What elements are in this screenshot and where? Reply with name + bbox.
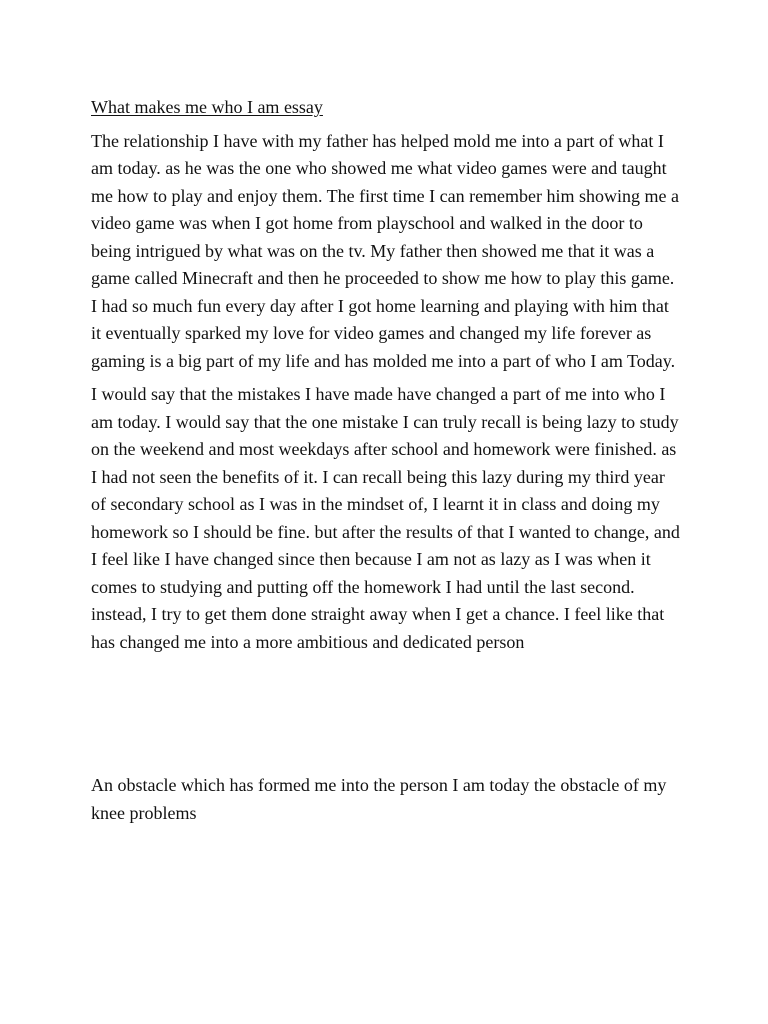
paragraph-obstacle: An obstacle which has formed me into the person I am today the obstacle of my knee problems xyxy=(91,775,667,823)
paragraph-mistakes: I would say that the mistakes I have made have changed a part of me into who I am today. I would say that the one mistake I can truly recall is being lazy to study on the weekend and most weekdays after school and homework were finished. as I had not seen the benefits of it. I can recall being this lazy during my third year of secondary school as I was in the mindset of, I learnt it in class and doing my homework so I should be fine. but after the results of that I wanted to change, and I feel like I have changed since then because I am not as lazy as I was when it comes to studying and putting off the homework I had until the last second. instead, I try to get them done straight away when I get a chance. I feel like that has changed me into a more ambitious and dedicated person xyxy=(91,384,680,652)
blank-space xyxy=(91,662,681,772)
document-body xyxy=(91,94,681,833)
essay-title: What makes me who I am essay xyxy=(91,97,323,117)
paragraph-father: The relationship I have with my father has helped mold me into a part of what I am today. as he was the one who showed me what video games were and taught me how to play and enjoy them. The first time I can remember him showing me a video game was when I got home from playschool and walked in the door to being intrigued by what was on the tv. My father then showed me that it was a game called Minecraft and then he proceeded to show me how to play this game. I had so much fun every day after I got home learning and playing with him that it eventually sparked my love for video games and changed my life forever as gaming is a big part of my life and has molded me into a part of who I am Today. xyxy=(91,130,680,371)
